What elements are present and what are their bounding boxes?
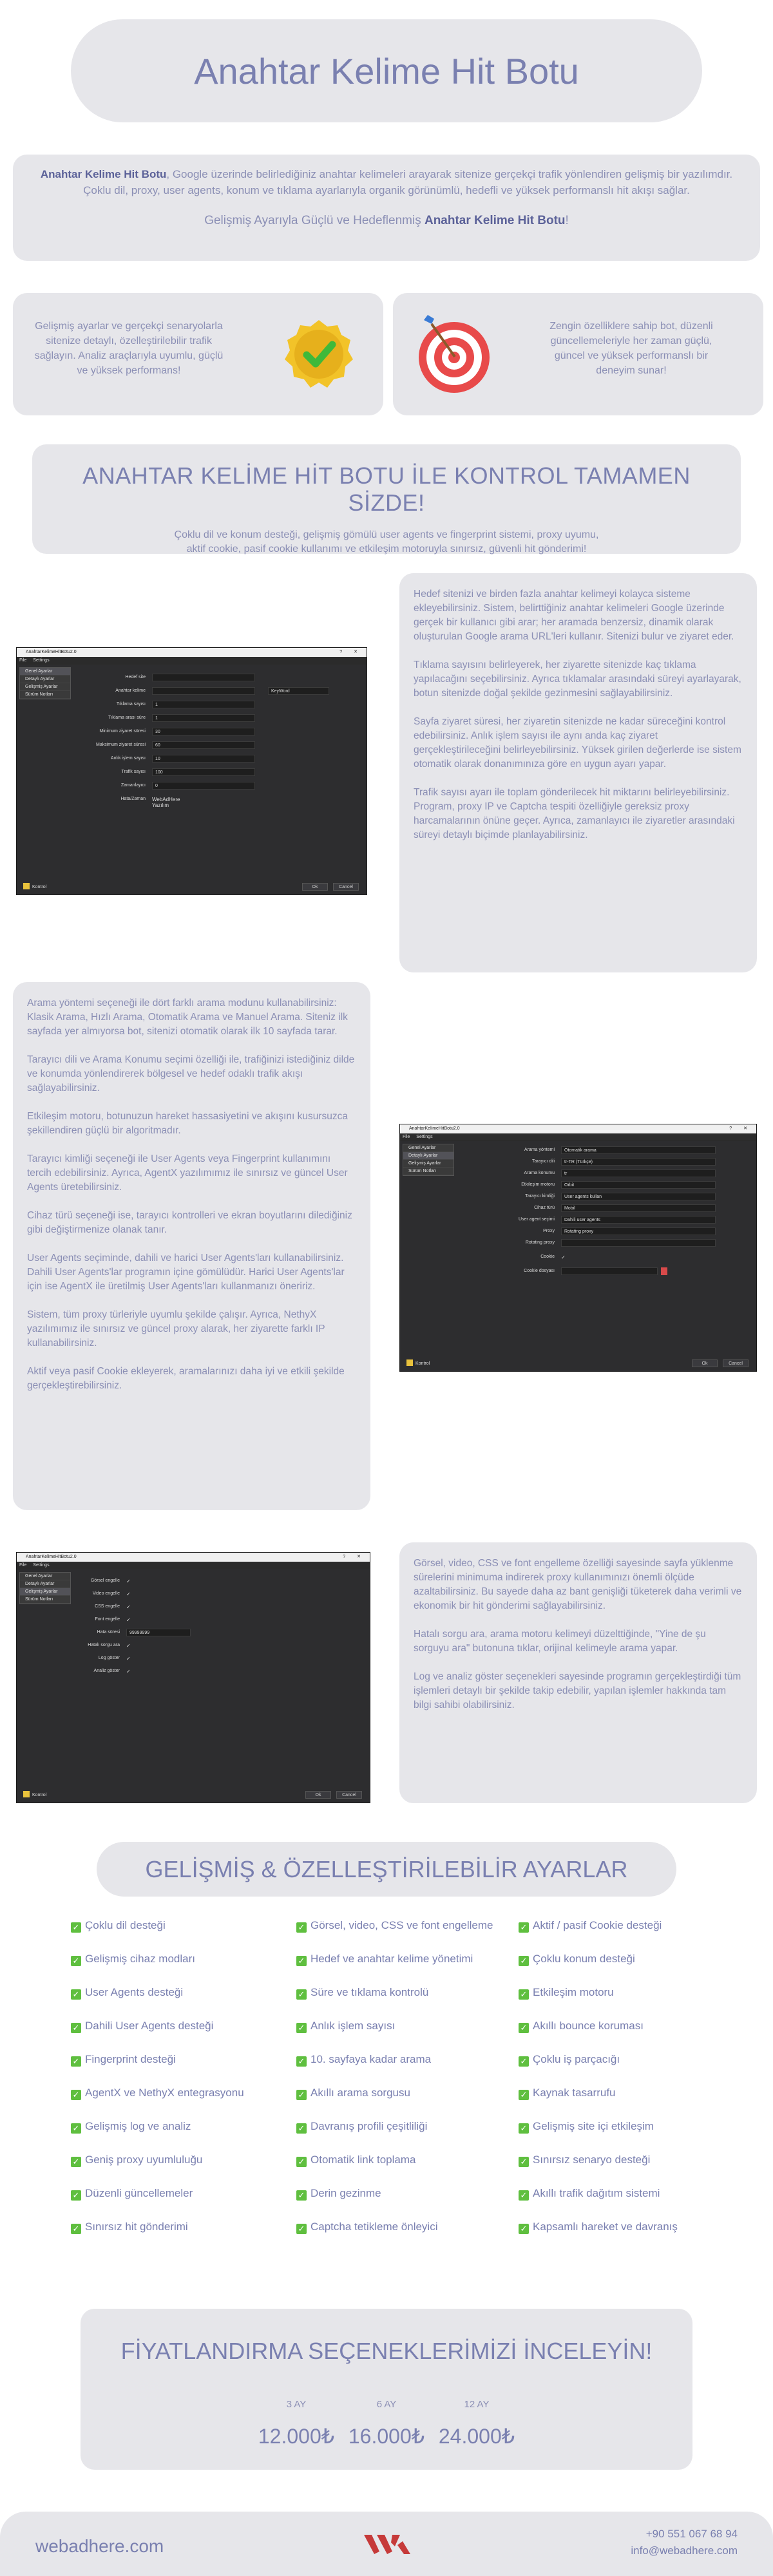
check-icon: ✓ [519,2123,529,2134]
language-flag-icon[interactable] [406,1359,413,1366]
contact-info [631,2526,738,2559]
min-visit-input[interactable]: 30 [152,728,255,735]
check-icon: ✓ [71,1956,81,1966]
keyword-select[interactable]: KeyWord [268,687,329,695]
check-icon: ✓ [71,2190,81,2201]
feature-label: Dahili User Agents desteği [85,2020,214,2032]
field-label: Cookie [540,1255,555,1259]
control-title: ANAHTAR KELİME HİT BOTU İLE KONTROL TAMAMEN SİZDE! [82,462,691,516]
intro-brand: Anahtar Kelime Hit Botu [40,168,167,180]
feature-item [296,2154,415,2167]
field-label: CSS engelle [95,1604,120,1609]
menubar [17,657,367,665]
timer-input[interactable]: 0 [152,782,255,790]
user-agent-select[interactable]: Dahili user agents [561,1216,716,1224]
plan-12-months[interactable] [425,2399,528,2448]
check-icon: ✓ [519,2157,529,2167]
feature-item [71,2053,176,2067]
page-title: Anahtar Kelime Hit Botu [194,50,579,91]
field-label: Log göster [98,1656,120,1660]
sidebar-item-general[interactable]: Genel Ayarlar [20,668,70,676]
intro-card [13,155,760,261]
target-site-input[interactable] [152,674,255,681]
block-css-checkbox[interactable]: ✓ [126,1604,131,1610]
field-label: Hata/Zaman [120,797,146,801]
footer [0,2512,773,2576]
check-icon: ✓ [519,2224,529,2234]
intro-tagline [39,213,734,229]
window-title: AnahtarKelimeHitBotu2.0 [26,1555,77,1559]
traffic-count-input[interactable]: 100 [152,768,255,776]
language-flag-icon[interactable] [23,883,30,889]
feature-item [71,1919,166,1933]
plan-price: 12.000₺ [258,2425,335,2448]
window-title: AnahtarKelimeHitBotu2.0 [409,1126,460,1131]
feature-card-text: Zengin özelliklere sahip bot, düzenli güncellemeleriyle her zaman güçlü, güncel ve yüksek performanslı bir deneyim sunar! [549,321,713,376]
show-log-checkbox[interactable]: ✓ [126,1656,131,1662]
feature-label: Captcha tetikleme önleyici [310,2221,438,2233]
field-label: Arama yöntemi [524,1148,555,1152]
check-icon: ✓ [71,1989,81,2000]
rotating-proxy-input[interactable] [561,1239,716,1247]
intro-body: , Google üzerinde belirlediğiniz anahtar kelimeleri arayarak sitenize gerçekçi trafik yönlendiren gelişmiş bir yazılımdır. Çoklu dil, proxy, user agents, konum ve tıklama ayarlarıyla organik görünümlü, hedefli ve yüksek performanslı hit akışı sağlar. [83,168,733,196]
feature-card-performance [13,293,383,415]
control-card [32,444,741,554]
feature-label: Akıllı bounce koruması [533,2020,644,2032]
email-address[interactable]: info@webadhere.com [631,2544,738,2557]
device-type-select[interactable]: Mobil [561,1204,716,1212]
field-label: Hedef site [125,675,146,679]
keyword-input[interactable] [152,687,255,695]
browser-language-select[interactable]: tr-TR (Türkçe) [561,1158,716,1166]
checkmark-badge-icon [283,319,354,390]
tagline-prefix: Gelişmiş Ayarıyla Güçlü ve Hedeflenmiş [204,214,425,227]
feature-label: Akıllı arama sorgusu [310,2087,410,2099]
feature-label: Düzenli güncellemeler [85,2187,193,2199]
field-label: Cookie dosyası [524,1269,555,1273]
field-label: Hata süresi [97,1630,120,1634]
sidebar-item-release-notes[interactable]: Sürüm Notları [403,1168,453,1175]
menu-settings[interactable]: Settings [33,658,50,663]
show-analysis-checkbox[interactable]: ✓ [126,1669,131,1674]
paragraph: Hatalı sorgu ara, arama motoru kelimeyi düzelttiğinde, "Yine de şu sorguyu ara" butonuna tıklar, orijinal kelimeyle arama yapar. [414,1629,706,1654]
feature-label: 10. sayfaya kadar arama [310,2053,432,2065]
tagline-suffix: ! [565,214,569,227]
feature-item [296,2087,410,2100]
check-icon: ✓ [519,1956,529,1966]
feature-label: Gelişmiş log ve analiz [85,2120,191,2132]
feature-item [296,2221,437,2234]
paragraph: Tıklama sayısını belirleyerek, her ziyarette sitenizde kaç tıklama yapılacağını seçebilirsiniz. Ayrıca tıklamalar arasındaki süreyi ayarlayarak, botun sitenizde doğal şekilde gezinmesini sağlayabilirsiniz. [414,659,741,699]
cancel-button[interactable]: Cancel [333,883,359,891]
field-label: Etkileşim motoru [521,1182,555,1187]
settings-sidebar [19,1572,71,1604]
sidebar-item-advanced[interactable]: Gelişmiş Ayarlar [20,1588,70,1596]
click-interval-input[interactable]: 1 [152,714,255,722]
menubar [17,1562,370,1569]
sidebar-item-detailed[interactable]: Detaylı Ayarlar [20,1580,70,1588]
pricing-card [81,2309,692,2470]
feature-label: Hedef ve anahtar kelime yönetimi [310,1953,473,1965]
app-window-general-settings [16,647,367,895]
hero-banner [71,19,702,122]
cancel-button[interactable]: Cancel [723,1359,749,1367]
paragraph: Etkileşim motoru, botunuzun hareket hassasiyetini ve akışını kusursuzca şekillendiren güçlü bir algoritmadır. [27,1111,348,1136]
app-window-advanced-settings [16,1552,370,1803]
check-icon: ✓ [71,2023,81,2033]
feature-item [296,2120,427,2134]
feature-item [296,2053,431,2067]
search-location-select[interactable]: tr [561,1170,716,1177]
check-icon: ✓ [519,2056,529,2067]
settings-sidebar [403,1144,454,1176]
interaction-engine-select[interactable]: Orbit [561,1181,716,1189]
plan-period: 6 AY [376,2399,397,2410]
feature-label: Kapsamlı hareket ve davranış [533,2221,678,2233]
feature-label: Akıllı trafik dağıtım sistemi [533,2187,660,2199]
check-icon: ✓ [71,2056,81,2067]
field-label: Zamanlayıcı [120,783,146,788]
check-icon: ✓ [519,1922,529,1933]
control-button[interactable]: Kontrol [32,885,47,889]
feature-label: Otomatik link toplama [310,2154,416,2166]
sidebar-item-general[interactable]: Genel Ayarlar [403,1144,453,1152]
feature-item [71,2221,188,2234]
intro-text [39,166,734,198]
feature-item [519,1953,635,1966]
feature-item [71,1953,195,1966]
feature-item [296,1919,493,1933]
feature-label: User Agents desteği [85,1986,184,1998]
plan-3-months[interactable] [245,2399,348,2448]
text-card-3 [399,1542,757,1803]
menubar [400,1133,756,1141]
feature-label: Görsel, video, CSS ve font engelleme [310,1919,493,1931]
field-label: User agent seçimi [518,1217,555,1222]
cookie-checkbox[interactable]: ✓ [561,1255,566,1260]
check-icon: ✓ [296,2056,307,2067]
field-label: Maksimum ziyaret süresi [95,743,146,747]
brand-logo-icon [364,2532,410,2555]
field-label: Video engelle [92,1591,120,1596]
check-icon: ✓ [296,1989,307,2000]
proxy-select[interactable]: Rotating proxy [561,1227,716,1235]
feature-item [519,2187,660,2201]
feature-label: Sınırsız senaryo desteği [533,2154,651,2166]
feature-label: Sınırsız hit gönderimi [85,2221,188,2233]
menu-file[interactable]: File [19,658,27,663]
feature-item [71,2087,244,2100]
field-label: Proxy [543,1229,555,1233]
feature-label: Gelişmiş cihaz modları [85,1953,195,1965]
check-icon: ✓ [296,2090,307,2100]
field-label: Tıklama sayısı [116,702,146,706]
ok-button[interactable]: Ok [302,883,328,891]
feature-item [71,2020,213,2033]
feature-item [519,2053,620,2067]
feature-item [519,2221,678,2234]
paragraph: Sistem, tüm proxy türleriyle uyumlu şekilde çalışır. Ayrıca, NethyX yazılımımız ile sınırsız ve güncel proxy alarak, her ziyarette farklı IP kullanabilirsiniz. [27,1309,325,1349]
target-icon [412,311,496,395]
check-icon: ✓ [296,2123,307,2134]
feature-label: Çoklu konum desteği [533,1953,635,1965]
plan-period: 3 AY [286,2399,307,2410]
block-images-checkbox[interactable]: ✓ [126,1578,131,1584]
paragraph: User Agents seçiminde, dahili ve harici User Agents'ları kullanabilirsiniz. Dahili User Agents'lar programın içine gömülüdür. Harici User Agents'lar için ise AgentX ile üretilmiş User Agents'ları kullanmanızı öneririz. [27,1253,345,1292]
feature-item [519,2120,654,2134]
block-font-checkbox[interactable]: ✓ [126,1617,131,1623]
sidebar-item-advanced[interactable]: Gelişmiş Ayarlar [20,683,70,691]
language-flag-icon[interactable] [23,1791,30,1797]
field-label: Trafik sayısı [121,770,146,774]
check-icon: ✓ [519,2090,529,2100]
feature-item [71,1986,183,2000]
cancel-button[interactable]: Cancel [336,1791,362,1799]
feature-label: Çoklu iş parçacığı [533,2053,620,2065]
search-method-select[interactable]: Otomatik arama [561,1146,716,1154]
feature-item [296,1953,473,1966]
paragraph: Tarayıcı dili ve Arama Konumu seçimi özelliği ile, trafiğinizi istediğiniz dilde ve konumda yönlendirerek bölgesel ve hedef odaklı trafik akışı sağlayabilirsiniz. [27,1054,355,1094]
sidebar-item-release-notes[interactable]: Sürüm Notları [20,1596,70,1604]
check-icon: ✓ [71,2090,81,2100]
window-titlebar [400,1124,756,1133]
feature-item [296,2187,381,2201]
advanced-title: GELİŞMİŞ & ÖZELLEŞTİRİLEBİLİR AYARLAR [145,1855,628,1882]
window-controls[interactable]: ? ✕ [343,1555,366,1559]
menu-file[interactable]: File [19,1563,27,1567]
window-controls[interactable]: ? ✕ [339,650,363,654]
feature-label: AgentX ve NethyX entegrasyonu [85,2087,244,2099]
file-browse-icon[interactable] [661,1267,667,1275]
feature-label: Kaynak tasarrufu [533,2087,616,2099]
check-icon: ✓ [71,1922,81,1933]
app-window-detailed-settings [399,1124,757,1372]
sidebar-item-detailed[interactable]: Detaylı Ayarlar [20,676,70,683]
field-label: Tarayıcı kimliği [525,1194,555,1198]
check-icon: ✓ [296,2224,307,2234]
field-label: Arama konumu [524,1171,555,1175]
text-card-2 [13,982,370,1510]
max-visit-input[interactable]: 60 [152,741,255,749]
text-card-1 [399,573,757,972]
window-titlebar [17,648,367,657]
check-icon: ✓ [519,1989,529,2000]
paragraph: Aktif veya pasif Cookie ekleyerek, aramalarınızı daha iyi ve etkili şekilde gerçekleştirebilirsiniz. [27,1366,345,1391]
check-icon: ✓ [296,2157,307,2167]
status-text: WebAdHere Yazılım [152,797,180,808]
field-label: Analiz göster [93,1669,120,1673]
feature-label: Davranış profili çeşitliliği [310,2120,428,2132]
feature-item [519,2154,650,2167]
check-icon: ✓ [296,2190,307,2201]
paragraph: Görsel, video, CSS ve font engelleme özelliği sayesinde sayfa yüklenme sürelerini minimuma indirerek proxy kullanımınızı önemli ölçüde azaltabilirsiniz. Bu sayede daha az bant genişliği tüketerek daha verimli ve ekonomik bir hit gönderimi sağlayabilirsiniz. [414,1558,742,1611]
sidebar-item-detailed[interactable]: Detaylı Ayarlar [403,1152,453,1160]
feature-item [71,2187,193,2201]
advanced-settings-banner [97,1842,676,1897]
feature-label: Geniş proxy uyumluluğu [85,2154,203,2166]
feature-label: Etkileşim motoru [533,1986,614,1998]
click-count-input[interactable]: 1 [152,701,255,708]
cookie-file-input[interactable] [561,1267,658,1275]
menu-file[interactable]: File [403,1135,410,1139]
ok-button[interactable]: Ok [305,1791,331,1799]
paragraph: Cihaz türü seçeneği ise, tarayıcı kontrolleri ve ekran boyutlarını dilediğiniz gibi değiştirmenize olanak tanır. [27,1210,352,1235]
feature-item [519,1986,614,2000]
check-icon: ✓ [519,2190,529,2201]
feature-label: Gelişmiş site içi etkileşim [533,2120,654,2132]
field-label: Tıklama arası süre [108,715,146,720]
feature-item [71,2120,191,2134]
check-icon: ✓ [296,2023,307,2033]
sidebar-item-release-notes[interactable]: Sürüm Notları [20,691,70,699]
menu-settings[interactable]: Settings [33,1563,50,1567]
sidebar-item-advanced[interactable]: Gelişmiş Ayarlar [403,1160,453,1168]
control-button[interactable]: Kontrol [415,1361,430,1366]
feature-item [296,1986,428,2000]
feature-label: Aktif / pasif Cookie desteği [533,1919,662,1931]
paragraph: Trafik sayısı ayarı ile toplam gönderilecek hit miktarını belirleyebilirsiniz. Program, proxy IP ve Captcha tespiti özelliğiyle gereksiz proxy harcamalarının önüne geçer. Ayrıca, zamanlayıcı ile ziyaretler arasındaki süreyi detaylı biçimde planlayabilirsiniz. [414,787,735,840]
paragraph: Arama yöntemi seçeneği ile dört farklı arama modunu kullanabilirsiniz: Klasik Arama, Hızlı Arama, Otomatik Arama ve Manuel Arama. Siteniz ilk sayfada yer almıyorsa bot, sitenizi otomatik olarak ilk 10 sayfada tarar. [27,998,348,1037]
paragraph: Log ve analiz göster seçenekleri sayesinde programın gerçekleştirdiği tüm işlemleri detaylı bir şekilde takip edebilir, yapılan işlemler hakkında tam bilgi sahibi olabilirsiniz. [414,1671,741,1710]
error-timeout-input[interactable]: 99999999 [126,1629,191,1636]
sidebar-item-general[interactable]: Genel Ayarlar [20,1573,70,1580]
feature-label: Anlık işlem sayısı [310,2020,396,2032]
field-label: Hatalı sorgu ara [88,1643,120,1647]
field-label: Görsel engelle [90,1578,120,1583]
field-label: Rotating proxy [525,1240,555,1245]
plan-price: 24.000₺ [438,2425,515,2448]
pricing-title: FİYATLANDIRMA SEÇENEKLERİMİZİ İNCELEYİN! [120,2338,653,2364]
paragraph: Tarayıcı kimliği seçeneği ile User Agents veya Fingerprint kullanımını tercih edebilirsiniz. Ayrıca, AgentX yazılımımız ile sınırsız ve güncel User Agents üretebilirsiniz. [27,1153,348,1193]
field-label: Anahtar kelime [115,688,146,693]
window-title: AnahtarKelimeHitBotu2.0 [26,650,77,654]
menu-settings[interactable]: Settings [416,1135,433,1139]
feature-label: Süre ve tıklama kontrolü [310,1986,429,1998]
feature-item [296,2020,395,2033]
control-button[interactable]: Kontrol [32,1793,47,1797]
feature-card-text: Gelişmiş ayarlar ve gerçekçi senaryolarla sitenize detaylı, özelleştirilebilir trafik sağlayın. Analiz araçlarıyla uyumlu, güçlü ve yüksek performans! [34,321,224,376]
tagline-brand: Anahtar Kelime Hit Botu [424,214,566,227]
settings-sidebar [19,667,71,699]
paragraph: Sayfa ziyaret süresi, her ziyaretin sitenizde ne kadar süreceğini kontrol edebilirsiniz. Anlık işlem sayısı ile aynı anda kaç ziyaret gerçekleştirileceğini belirleyebilirsiniz. Yüksek girilen değerlerde ise sistem otomatik olarak donanımınıza göre en uygun ayarı yapar. [414,716,741,770]
check-icon: ✓ [296,1922,307,1933]
plan-period: 12 AY [464,2399,490,2410]
check-icon: ✓ [71,2123,81,2134]
phone-number[interactable]: +90 551 067 68 94 [645,2528,738,2540]
feature-card-updates [393,293,763,415]
feature-item [519,2087,616,2100]
feature-item [71,2154,202,2167]
feature-item [519,2020,644,2033]
block-video-checkbox[interactable]: ✓ [126,1591,131,1597]
plan-price: 16.000₺ [348,2425,425,2448]
field-label: Anlık işlem sayısı [110,756,146,761]
field-label: Minimum ziyaret süresi [99,729,146,734]
misspelled-query-checkbox[interactable]: ✓ [126,1643,131,1649]
window-controls[interactable]: ? ✕ [729,1126,752,1131]
check-icon: ✓ [519,2023,529,2033]
browser-identity-select[interactable]: User agents kullan [561,1193,716,1200]
paragraph: Hedef sitenizi ve birden fazla anahtar kelimeyi kolayca sisteme ekleyebilirsiniz. Sistem, belirttiğiniz anahtar kelimeleri Google üzerinde gerçek bir kullanıcı gibi arar; her aramada benzersiz, dinamik olarak oluşturulan Google arama URL'leri kullanır. Sitenizi bulur ve ziyaret eder. [414,589,734,642]
window-titlebar [17,1553,370,1562]
feature-label: Çoklu dil desteği [85,1919,166,1931]
check-icon: ✓ [71,2157,81,2167]
field-label: Tarayıcı dili [531,1159,555,1164]
feature-item [519,1919,662,1933]
check-icon: ✓ [71,2224,81,2234]
plan-6-months[interactable] [335,2399,438,2448]
concurrency-input[interactable]: 10 [152,755,255,762]
site-link[interactable]: webadhere.com [35,2536,164,2556]
ok-button[interactable]: Ok [692,1359,718,1367]
field-label: Font engelle [95,1617,120,1622]
check-icon: ✓ [296,1956,307,1966]
feature-label: Fingerprint desteği [85,2053,176,2065]
control-text: Çoklu dil ve konum desteği, gelişmiş gömülü user agents ve fingerprint sistemi, proxy uyumu, aktif cookie, pasif cookie kullanımı ve etkileşim motoruyla sınırsız, güvenli hit gönderimi! [174,529,599,554]
feature-label: Derin gezinme [310,2187,381,2199]
field-label: Cihaz türü [534,1206,555,1210]
